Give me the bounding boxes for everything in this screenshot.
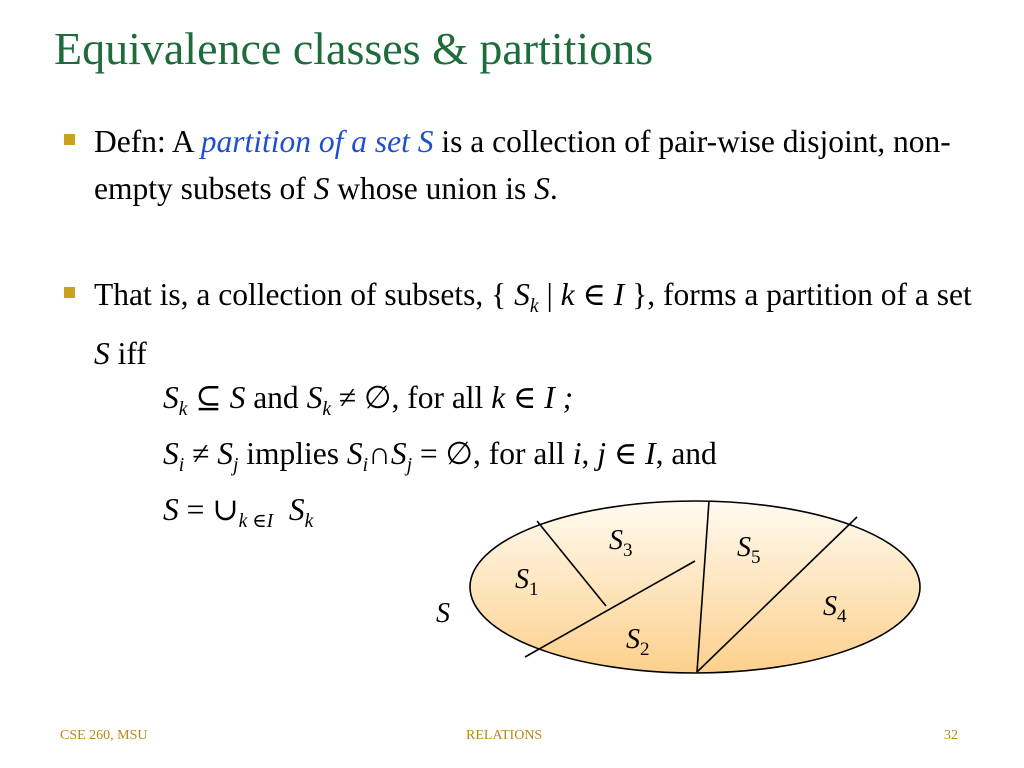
slide-title: Equivalence classes & partitions: [54, 23, 654, 74]
math-var: S: [346, 436, 363, 471]
that-is-text: }, forms a partition of a set: [624, 277, 972, 312]
set-var: S: [313, 171, 330, 206]
subset-index: k: [529, 295, 539, 317]
subset-var: S: [514, 277, 530, 312]
math-var: i: [572, 436, 582, 471]
element-of: ∈: [606, 436, 646, 471]
footer-course: CSE 260, MSU: [60, 728, 148, 743]
math-sub: j: [406, 454, 413, 476]
footer-page-number: 32: [944, 728, 958, 743]
that-is-lead: That is, a collection of subsets, {: [94, 277, 515, 312]
math-sub: k: [304, 510, 314, 532]
math-sub: I: [266, 510, 274, 532]
math-sub: ∈: [247, 510, 267, 532]
region-label-s5: $S_5$: [737, 532, 761, 568]
footer-topic: RELATIONS: [466, 728, 543, 743]
index-set: I: [613, 277, 625, 312]
math-text: ;: [554, 380, 574, 415]
iff-text: iff: [109, 335, 147, 371]
math-text: = ∅, for all: [412, 436, 573, 471]
math-text: and: [245, 380, 307, 415]
math-text: implies: [238, 436, 347, 471]
defn-lead: Defn: A: [94, 124, 201, 159]
math-text: ≠: [184, 436, 218, 471]
region-label-s1: $S_1$: [515, 564, 539, 600]
math-text: ≠ ∅, for all: [330, 380, 492, 415]
math-sub: i: [362, 454, 369, 476]
element-of: ∈: [574, 277, 614, 312]
math-sub: k: [178, 398, 188, 420]
math-var: S: [163, 492, 179, 527]
subset-symbol: ⊆: [187, 380, 230, 415]
union-symbol: ∪: [212, 492, 239, 527]
math-var: S: [163, 436, 179, 471]
element-of: ∈: [505, 380, 545, 415]
math-sub: k: [238, 510, 248, 532]
set-label: S: [436, 598, 450, 629]
math-text: =: [178, 492, 213, 527]
math-sub: j: [232, 454, 239, 476]
math-text: ,: [581, 436, 598, 471]
math-var: k: [491, 380, 506, 415]
region-label-s4: $S_4$: [823, 591, 847, 627]
math-text: , and: [655, 436, 717, 471]
region-label-s2: $S_2$: [626, 624, 650, 660]
intersection-symbol: ∩: [368, 436, 391, 471]
math-var: S: [390, 436, 407, 471]
math-var: I: [544, 380, 555, 415]
index-var: k: [560, 277, 575, 312]
set-var: S: [94, 335, 110, 371]
math-var: j: [597, 436, 606, 471]
such-that-bar: |: [538, 277, 561, 312]
set-var: S: [534, 171, 550, 206]
math-var: I: [645, 436, 656, 471]
math-var: S: [306, 380, 323, 415]
defn-text-3: .: [549, 171, 558, 206]
math-var: S: [163, 380, 179, 415]
math-var: S: [217, 436, 233, 471]
region-label-s3: $S_3$: [609, 525, 633, 561]
partition-term: partition of a set S: [200, 124, 434, 159]
defn-text-1: is a collection of pair-wise disjoint, non-empty subsets of: [94, 124, 951, 206]
defn-text-2: whose union is: [329, 171, 535, 206]
math-var: S: [288, 492, 305, 527]
math-var: S: [229, 380, 246, 415]
math-sub: k: [322, 398, 331, 420]
math-sub: i: [178, 454, 185, 476]
